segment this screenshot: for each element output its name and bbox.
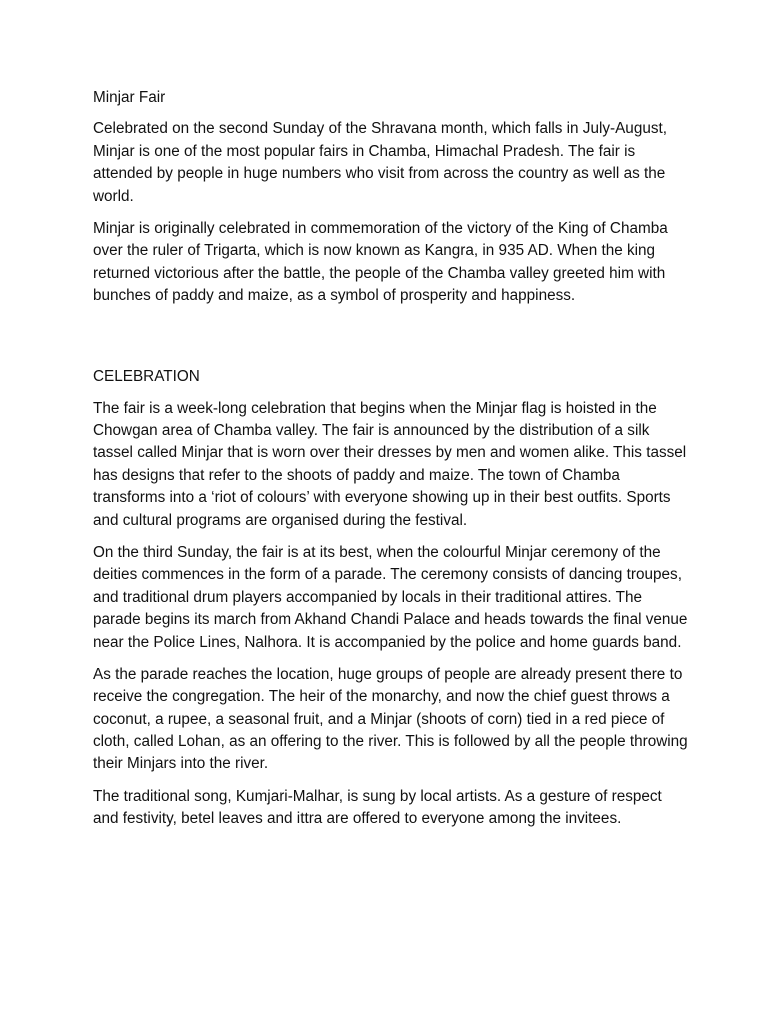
celebration-paragraph-4: The traditional song, Kumjari-Malhar, is sung by local artists. As a gesture of respect and festivity, betel leaves and ittra are offered to everyone among the invitees.: [93, 787, 662, 827]
section-heading-celebration: CELEBRATION: [93, 368, 200, 386]
intro-paragraph-2: Minjar is originally celebrated in commemoration of the victory of the King of Chamba over the ruler of Trigarta, which is now known as Kangra, in 935 AD. When the king returned victorious after the battle, the people of the Chamba valley greeted him with bunches of paddy and maize, as a symbol of prosperity and happiness.: [93, 219, 668, 305]
intro-paragraph-1: Celebrated on the second Sunday of the Shravana month, which falls in July-August, Minjar is one of the most popular fairs in Chamba, Himachal Pradesh. The fair is attended by people in huge numbers who visit from across the country as well as the world.: [93, 120, 667, 205]
celebration-paragraph-1: The fair is a week-long celebration that begins when the Minjar flag is hoisted in the Chowgan area of Chamba valley. The fair is announced by the distribution of a silk tassel called Minjar that is worn over their dresses by men and women alike. This tassel has designs that refer to the shoots of paddy and maize. The town of Chamba transforms into a ‘riot of colours’ with everyone showing up in their best outfits. Sports and cultural programs are organised during the festival.: [93, 399, 687, 529]
celebration-paragraph-3: As the parade reaches the location, huge groups of people are already present there to receive the congregation. The heir of the monarchy, and now the chief guest throws a coconut, a rupee, a seasonal fruit, and a Minjar (shoots of corn) tied in a red piece of cloth, called Lohan, as an offering to the river. This is followed by all the people throwing their Minjars into the river.: [93, 665, 688, 773]
celebration-paragraph-2: On the third Sunday, the fair is at its best, when the colourful Minjar ceremony of the deities commences in the form of a parade. The ceremony consists of dancing troupes, and traditional drum players accompanied by locals in their traditional attires. The parade begins its march from Akhand Chandi Palace and heads towards the final venue near the Police Lines, Nalhora. It is accompanied by the police and home guards band.: [93, 543, 688, 651]
section-spacer: [93, 317, 688, 366]
document-title: Minjar Fair: [93, 89, 166, 106]
